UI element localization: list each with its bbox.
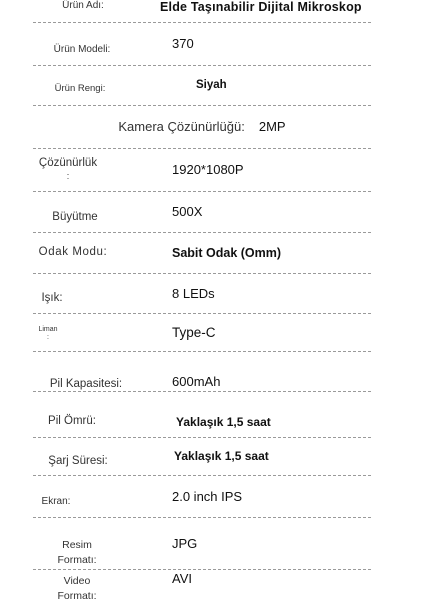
spec-value-text: AVI — [172, 571, 192, 586]
spec-label-text: Ekran: — [41, 496, 71, 507]
spec-label-text-2: : — [47, 334, 49, 341]
spec-row-color — [33, 65, 371, 106]
spec-label — [35, 313, 61, 353]
spec-value — [172, 273, 215, 317]
spec-row-focus-mode — [33, 232, 371, 274]
spec-label-text-2: : — [66, 171, 70, 181]
spec-value-text: 8 LEDs — [172, 285, 215, 301]
spec-row-screen — [33, 475, 371, 518]
spec-value-text: Yaklaşık 1,5 saat — [174, 449, 269, 463]
spec-label-text: Video — [63, 575, 91, 587]
spec-row-charge-time — [33, 437, 371, 476]
spec-value — [172, 569, 192, 602]
spec-label-text: Pil Kapasitesi: — [49, 378, 123, 391]
spec-row-battery-life — [33, 391, 371, 438]
spec-label — [53, 0, 113, 22]
spec-label — [51, 65, 109, 109]
spec-value — [172, 313, 216, 355]
spec-label-text: Ürün Adı: — [62, 0, 104, 11]
spec-value — [172, 191, 202, 236]
spec-row-resolution — [33, 148, 371, 192]
spec-label-text: Odak Modu: — [38, 245, 108, 258]
spec-value-text: 2.0 inch IPS — [172, 488, 243, 504]
spec-label-text: Çözünürlük — [38, 157, 98, 170]
spec-value-text: Sabit Odak (Omm) — [172, 245, 282, 260]
spec-value-text: JPG — [172, 535, 198, 551]
spec-label-text: Büyütme — [52, 210, 98, 223]
spec-label — [51, 22, 113, 71]
spec-value-text: Yaklaşık 1,5 saat — [176, 415, 271, 429]
spec-row-model — [33, 22, 371, 66]
spec-label-text: Işık: — [41, 292, 63, 305]
spec-value-text: 1920*1080P — [172, 162, 244, 177]
spec-label-text: Resim — [62, 539, 92, 552]
spec-label — [33, 148, 103, 191]
spec-value-text: 500X — [172, 204, 203, 219]
spec-value — [196, 65, 227, 105]
spec-value-text: Elde Taşınabilir Dijital Mikroskop — [160, 0, 362, 14]
spec-label — [49, 191, 101, 238]
spec-row-magnification — [33, 191, 371, 233]
spec-value-text: 370 — [172, 36, 194, 51]
spec-label-text: Pil Ömrü: — [48, 415, 96, 428]
spec-label-text: Şarj Süresi: — [48, 455, 108, 468]
spec-label — [41, 475, 71, 523]
spec-value — [172, 148, 244, 195]
spec-label-text: Liman — [38, 325, 58, 333]
spec-label-text: Ürün Modeli: — [53, 43, 111, 55]
spec-row-product-name — [33, 0, 371, 23]
spec-value-text: Siyah — [196, 79, 227, 91]
spec-label-text-2: Formatı: — [57, 554, 97, 566]
spec-row-video-format — [33, 569, 371, 600]
spec-label-text: Kamera Çözünürlüğü: — [118, 119, 245, 134]
spec-value — [172, 232, 281, 273]
spec-label-text: Ürün Rengi: — [54, 83, 106, 95]
spec-value-text: 2MP — [258, 119, 286, 134]
spec-row-battery-capacity — [33, 351, 371, 392]
spec-label — [35, 232, 111, 273]
spec-value — [160, 0, 362, 22]
spec-centered-line — [33, 105, 371, 148]
spec-value — [172, 22, 194, 69]
spec-row-camera-resolution — [33, 105, 371, 149]
spec-row-light — [33, 273, 371, 314]
spec-label-text-2: Formatı: — [57, 589, 97, 602]
spec-label — [53, 569, 101, 606]
spec-value — [172, 475, 242, 517]
spec-value-text: 600mAh — [172, 373, 221, 389]
spec-value — [172, 517, 197, 577]
spec-row-port — [33, 313, 371, 352]
spec-row-image-format — [33, 517, 371, 570]
spec-value-text: Type-C — [172, 324, 216, 340]
